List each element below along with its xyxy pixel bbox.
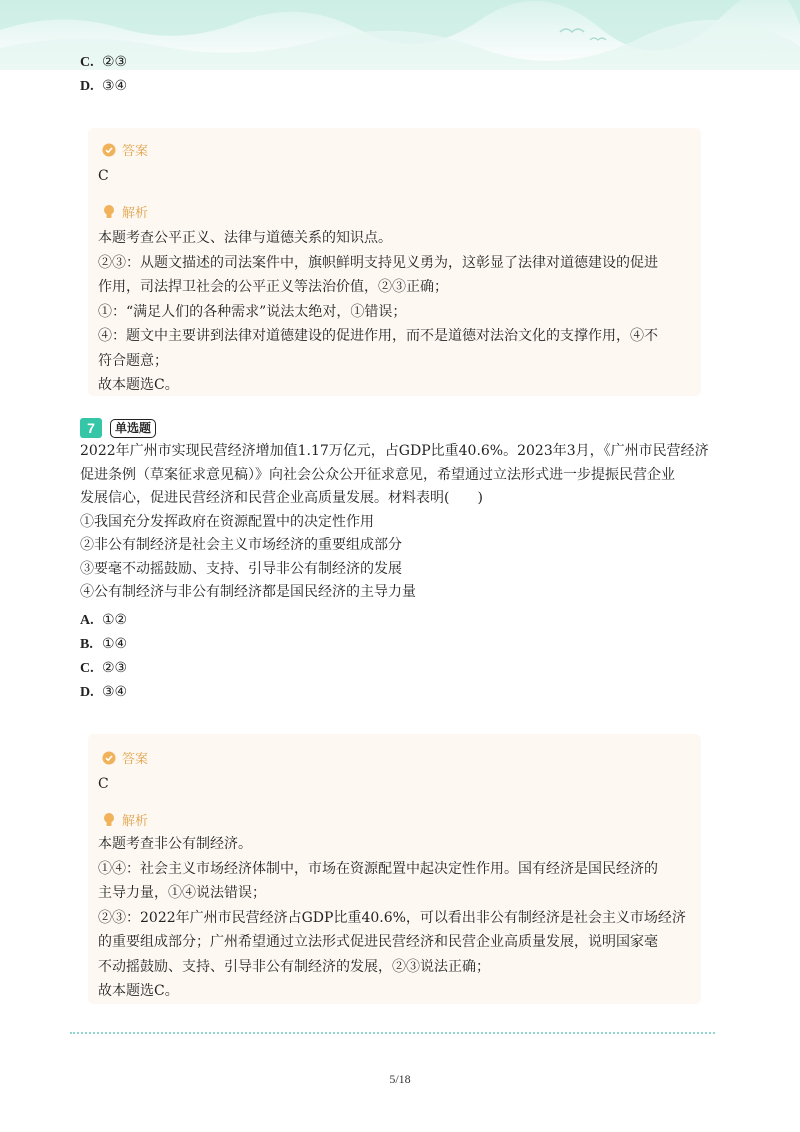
stem-item: ②非公有制经济是社会主义市场经济的重要组成部分 <box>80 537 402 553</box>
option-a: A. ①② <box>80 612 128 628</box>
analysis-line: 故本题选C。 <box>98 983 179 999</box>
check-badge-icon <box>102 751 116 765</box>
question-stem <box>80 440 720 605</box>
footer-divider <box>70 1032 715 1034</box>
stem-line: 2022年广州市实现民营经济增加值1.17万亿元，占GDP比重40.6%。2023年3月，《广州市民营经济 <box>80 443 709 459</box>
analysis-line: ①：“满足人们的各种需求”说法太绝对，①错误； <box>98 303 407 320</box>
analysis-text <box>98 832 688 1004</box>
option-b: B. ①④ <box>80 636 128 652</box>
analysis-label: 解析 <box>102 202 148 221</box>
lightbulb-icon <box>102 204 116 220</box>
check-badge-icon <box>102 143 116 157</box>
analysis-line: 符合题意； <box>98 352 168 369</box>
option-c: C. ②③ <box>80 660 128 676</box>
answer-label: 答案 <box>102 748 148 767</box>
stem-line: 促进条例（草案征求意见稿）》向社会公众公开征求意见，希望通过立法形式进一步提振民营企业 <box>80 466 675 483</box>
lightbulb-icon <box>102 812 116 828</box>
analysis-line: 本题考查公平正义、法律与道德关系的知识点。 <box>98 230 392 246</box>
analysis-line: 的重要组成部分；广州希望通过立法形式促进民营经济和民营企业高质量发展，说明国家毫 <box>98 934 658 950</box>
analysis-line: 不动摇鼓励、支持、引导非公有制经济的发展，②③说法正确； <box>98 958 490 975</box>
analysis-line: ②③：从题文描述的司法案件中，旗帜鲜明支持见义勇为，这彰显了法律对道德建设的促进 <box>98 254 658 271</box>
analysis-label: 解析 <box>102 810 148 829</box>
question-header <box>80 418 156 438</box>
analysis-line: 主导力量，①④说法错误； <box>98 885 266 901</box>
analysis-text <box>98 226 688 398</box>
option-d: D. ③④ <box>80 684 128 700</box>
answer-analysis-box <box>88 734 701 1004</box>
analysis-line: ④：题文中主要讲到法律对道德建设的促进作用，而不是道德对法治文化的支撑作用，④不 <box>98 328 658 344</box>
stem-item: ③要毫不动摇鼓励、支持、引导非公有制经济的发展 <box>80 560 402 577</box>
question-type-tag: 单选题 <box>110 419 156 438</box>
answer-analysis-box <box>88 128 701 396</box>
answer-value: C <box>98 776 109 792</box>
option-d: D. ③④ <box>80 78 128 94</box>
answer-label: 答案 <box>102 140 148 159</box>
analysis-line: ②③：2022年广州市民营经济占GDP比重40.6%，可以看出非公有制经济是社会主义市场经济 <box>98 909 686 926</box>
stem-line: 发展信心，促进民营经济和民营企业高质量发展。材料表明( ) <box>80 490 483 506</box>
stem-item: ①我国充分发挥政府在资源配置中的决定性作用 <box>80 513 374 530</box>
answer-value: C <box>98 168 109 184</box>
option-c: C. ②③ <box>80 54 128 70</box>
page-number: 5/18 <box>389 1072 411 1086</box>
question-number-badge: 7 <box>80 418 102 438</box>
analysis-line: 作用，司法捍卫社会的公平正义等法治价值，②③正确； <box>98 279 448 295</box>
analysis-line: 故本题选C。 <box>98 377 179 393</box>
analysis-line: ①④：社会主义市场经济体制中，市场在资源配置中起决定性作用。国有经济是国民经济的 <box>98 860 658 877</box>
analysis-line: 本题考查非公有制经济。 <box>98 836 252 852</box>
stem-item: ④公有制经济与非公有制经济都是国民经济的主导力量 <box>80 584 416 600</box>
